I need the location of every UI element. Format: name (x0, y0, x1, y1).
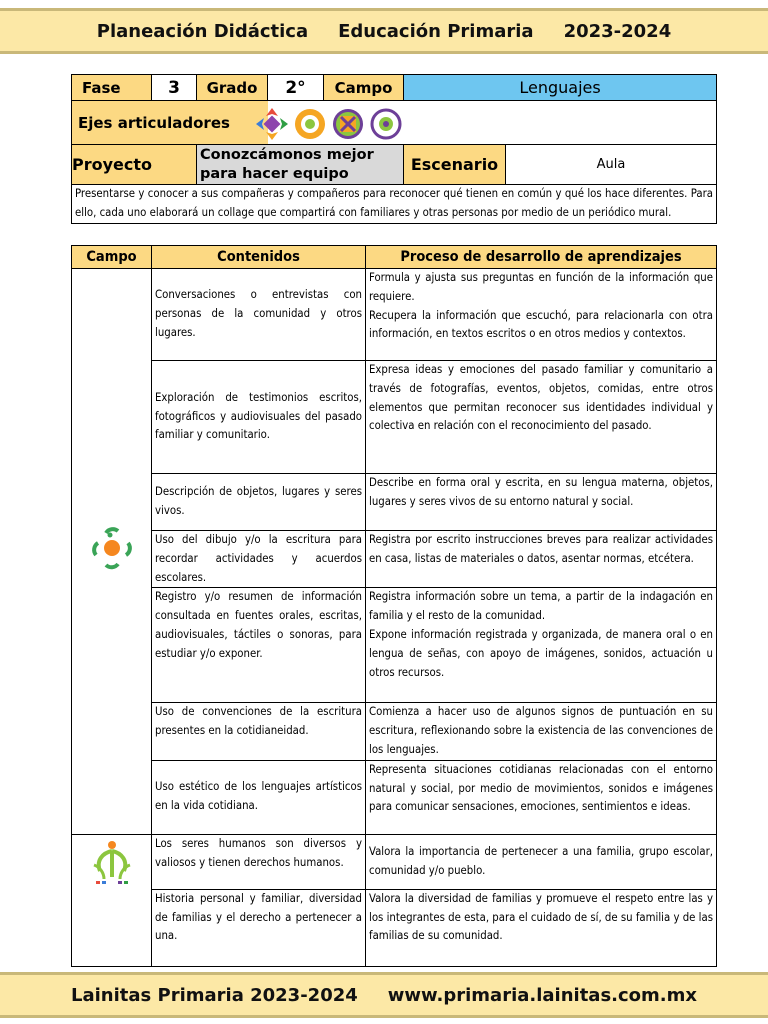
header-table (71, 74, 717, 224)
contenido-cell: Descripción de objetos, lugares y seres vivos. (152, 474, 366, 531)
contenido-cell: Los seres humanos son diversos y valiosos y tienen derechos humanos. (152, 834, 366, 889)
col-campo-header: Campo (72, 246, 152, 269)
contenido-cell: Uso de convenciones de la escritura presentes en la cotidianeidad. (152, 703, 366, 760)
banner-year: 2023-2024 (563, 20, 672, 42)
campo-value: Lenguajes (404, 75, 717, 101)
escenario-value: Aula (506, 145, 717, 185)
etica-naturaleza-icon (88, 837, 136, 887)
pda-cell: Expresa ideas y emociones del pasado familiar y comunitario a través de fotografías, eventos, objetos, comidas, entre otros elementos que permitan reconocer sus identidades individual y colectiva en relación con el reconocimiento del pasado. (366, 361, 717, 474)
grado-label: Grado (197, 75, 268, 101)
grado-value: 2° (268, 75, 324, 101)
pda-cell: Representa situaciones cotidianas relacionadas con el entorno natural y social, por medio de movimientos, sonidos e imágenes para comunicar sensaciones, emociones, sentimientos e ideas. (366, 760, 717, 834)
pda-cell: Registra por escrito instrucciones breves para realizar actividades en casa, listas de materiales o datos, asentar normas, etcétera. (366, 531, 717, 588)
banner-level: Educación Primaria (338, 20, 534, 42)
col-pda-header: Proceso de desarrollo de aprendizajes (366, 246, 717, 269)
campo-label: Campo (324, 75, 404, 101)
col-contenidos-header: Contenidos (152, 246, 366, 269)
proyecto-label: Proyecto (72, 145, 152, 185)
campo-etica-cell (72, 834, 152, 966)
proyecto-value: Conozcámonos mejor para hacer equipo (197, 145, 404, 185)
top-banner (0, 8, 768, 54)
interculturalidad-icon (292, 106, 328, 142)
ejes-label: Ejes articuladores (78, 113, 230, 132)
pda-cell: Describe en forma oral y escrita, en su lengua materna, objetos, lugares y seres vivos de su entorno natural y social. (366, 474, 717, 531)
pda-cell: Valora la diversidad de familias y promueve el respeto entre las y los integrantes de esta, para el cuidado de sí, de su familia y de las familias de su comunidad. (366, 889, 717, 966)
igualdad-genero-icon (330, 106, 366, 142)
vida-saludable-icon (368, 106, 404, 142)
pda-cell: Comienza a hacer uso de algunos signos de puntuación en su escritura, reflexionando sobre la existencia de las convenciones de los lenguajes. (366, 703, 717, 760)
content-table (71, 245, 717, 967)
campo-lenguajes-cell (72, 269, 152, 835)
contenido-cell: Exploración de testimonios escritos, fotográficos y audiovisuales del pasado familiar y comunitario. (152, 361, 366, 474)
inclusion-icon (254, 106, 290, 142)
ejes-icons (254, 106, 404, 142)
pda-cell: Registra información sobre un tema, a partir de la indagación en familia y el resto de la comunidad. Expone información registrada y organizada, de manera oral o en lengua de señas, con apoyo de imágenes, sonidos, actuación u otros recursos. (366, 588, 717, 703)
escenario-label: Escenario (404, 145, 506, 185)
banner-title: Planeación Didáctica (96, 20, 309, 42)
project-description: Presentarse y conocer a sus compañeras y compañeros para reconocer qué tienen en común y qué los hace diferentes. Para ello, cada uno elaborará un collage que compartirá con familiares y otras personas por medio de un periódico mural. (72, 185, 717, 224)
pda-cell: Valora la importancia de pertenecer a una familia, grupo escolar, comunidad y/o pueblo. (366, 834, 717, 889)
contenido-cell: Conversaciones o entrevistas con personas de la comunidad y otros lugares. (152, 269, 366, 361)
footer-website: www.primaria.lainitas.com.mx (387, 984, 697, 1006)
contenido-cell: Uso estético de los lenguajes artísticos en la vida cotidiana. (152, 760, 366, 834)
contenido-cell: Registro y/o resumen de información consultada en fuentes orales, escritas, audiovisuales, táctiles o sonoras, para estudiar y/o exponer. (152, 588, 366, 703)
pda-cell: Formula y ajusta sus preguntas en función de la información que requiere. Recupera la información que escuchó, para relacionarla con otra información, en textos escritos o en otros medios y contextos. (366, 269, 717, 361)
fase-label: Fase (72, 75, 152, 101)
lenguajes-icon (90, 523, 134, 573)
footer-brand: Lainitas Primaria 2023-2024 (71, 984, 358, 1006)
fase-value: 3 (152, 75, 197, 101)
bottom-banner (0, 972, 768, 1018)
contenido-cell: Historia personal y familiar, diversidad de familias y el derecho a pertenecer a una. (152, 889, 366, 966)
contenido-cell: Uso del dibujo y/o la escritura para recordar actividades y acuerdos escolares. (152, 531, 366, 588)
